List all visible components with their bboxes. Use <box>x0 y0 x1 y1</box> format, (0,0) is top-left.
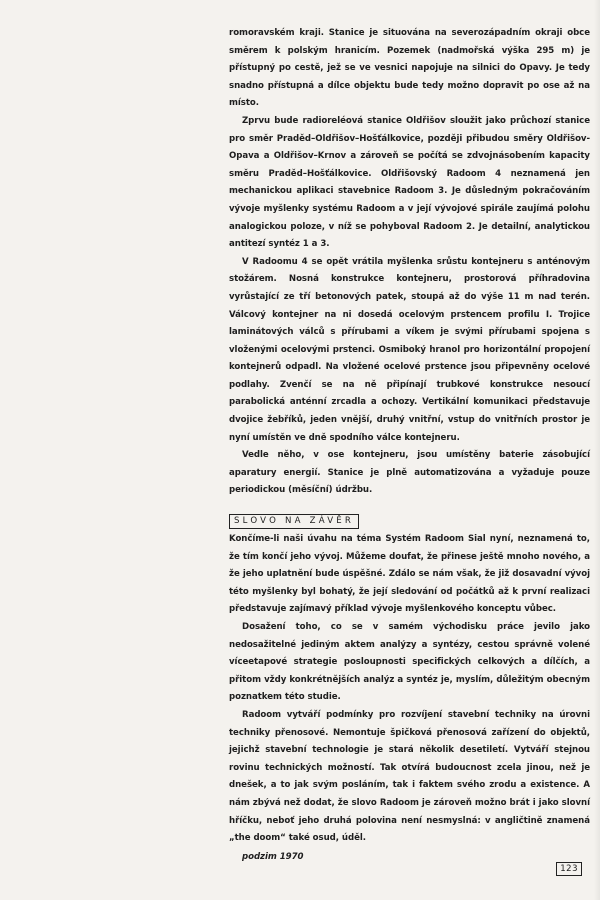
page-number: 123 <box>556 862 582 876</box>
paragraph: Dosažení toho, co se v samém východisku práce jevilo jako nedosažitelné jediným aktem analýzy a syntézy, cestou správně volené víceetapové strategie posloupnosti specifických celkových a dílčích, a přitom vždy konkrétnějších analýz a syntéz je, myslím, důležitým obecným poznatkem této studie. <box>229 622 590 703</box>
paragraph: Končíme-li naši úvahu na téma Systém Radoom Sial nyní, neznamená to, že tím končí jeho vývoj. Můžeme doufat, že přinese ještě mnoho nového, a že jeho uplatnění bude úspěšné. Zdálo se nám však, že již dosavadní vývoj této myšlenky byl bohatý, že její sledování od počátků až k první realizaci představuje zajímavý příklad vývoje myšlenkového konceptu vůbec. <box>229 534 590 615</box>
signature-date: podzim 1970 <box>242 851 304 862</box>
paragraph: Vedle něho, v ose kontejneru, jsou umístěny baterie zásobující aparatury energií. Stanice je plně automatizována a vyžaduje pouze periodickou (měsíční) údržbu. <box>229 450 590 496</box>
text-column <box>229 25 590 866</box>
paragraph: romoravském kraji. Stanice je situována na severozápadním okraji obce směrem k polským hranicím. Pozemek (nadmořská výška 295 m) je přístupný po cestě, jež se ve vesnici napojuje na silnici do Opavy. Je tedy snadno přístupná a dílce objektu bude tedy možno dopravit po ose až na místo. <box>229 28 590 109</box>
paragraph: Radoom vytváří podmínky pro rozvíjení stavební techniky na úrovni techniky přenosové. Nemontuje špičková přenosová zařízení do objektů, jejichž stavební technologie je stará několik desetiletí. Vytváří stejnou rovinu technických možností. Tak otvírá budoucnost zcela jinou, než je dnešek, a to jak svým posláním, tak i faktem svého zrodu a existence. A nám zbývá než dodat, že slovo Radoom je zároveň možno brát i jako slovní hříčku, neboť jeho druhá polovina není nesmyslná: v angličtině znamená „the doom“ také osud, úděl. <box>229 709 590 844</box>
page-edge-shadow <box>594 0 600 900</box>
paragraph: V Radoomu 4 se opět vrátila myšlenka srůstu kontejneru s anténovým stožárem. Nosná konstrukce kontejneru, prostorová příhradovina vyrůstající ze tří betonových patek, stoupá až do výše 11 m nad terén. Válcový kontejner na ni dosedá ocelovým prstencem profilu I. Trojice laminátových válců s přírubami a víkem je svými přírubami spojena s vloženými ocelovými prstenci. Osmiboký hranol pro horizontální propojení kontejnerů odpadl. Na vložené ocelové prstence jsou připevněny ocelové podlahy. Zvenčí se na ně připínají trubkové konstrukce nesoucí parabolická anténní zrcadla a ochozy. Vertikální komunikaci představuje dvojice žebříků, jeden vnější, druhý vnitřní, vstup do vnitřních prostor je nyní umístěn ve dně spodního válce kontejneru. <box>229 256 590 443</box>
paragraph: Zprvu bude radioreléová stanice Oldřišov sloužit jako průchozí stanice pro směr Praděd–Oldřišov–Hošťálkovice, později přibudou směry Oldřišov-Opava a Oldřišov–Krnov a zároveň se počítá se zdvojnásobením kapacity směru Praděd–Hošťálkovice. Oldřišovský Radoom 4 neznamená jen mechanickou aplikaci stavebnice Radoom 3. Je důsledným pokračováním vývoje myšlenky systému Radoom a v její vývojové spirále zaujímá polohu analogickou poloze, v níž se pohyboval Radoom 2. Je detailní, analytickou antitezí syntéz 1 a 3. <box>229 115 590 250</box>
section-heading: SLOVO NA ZÁVĚR <box>229 514 359 529</box>
